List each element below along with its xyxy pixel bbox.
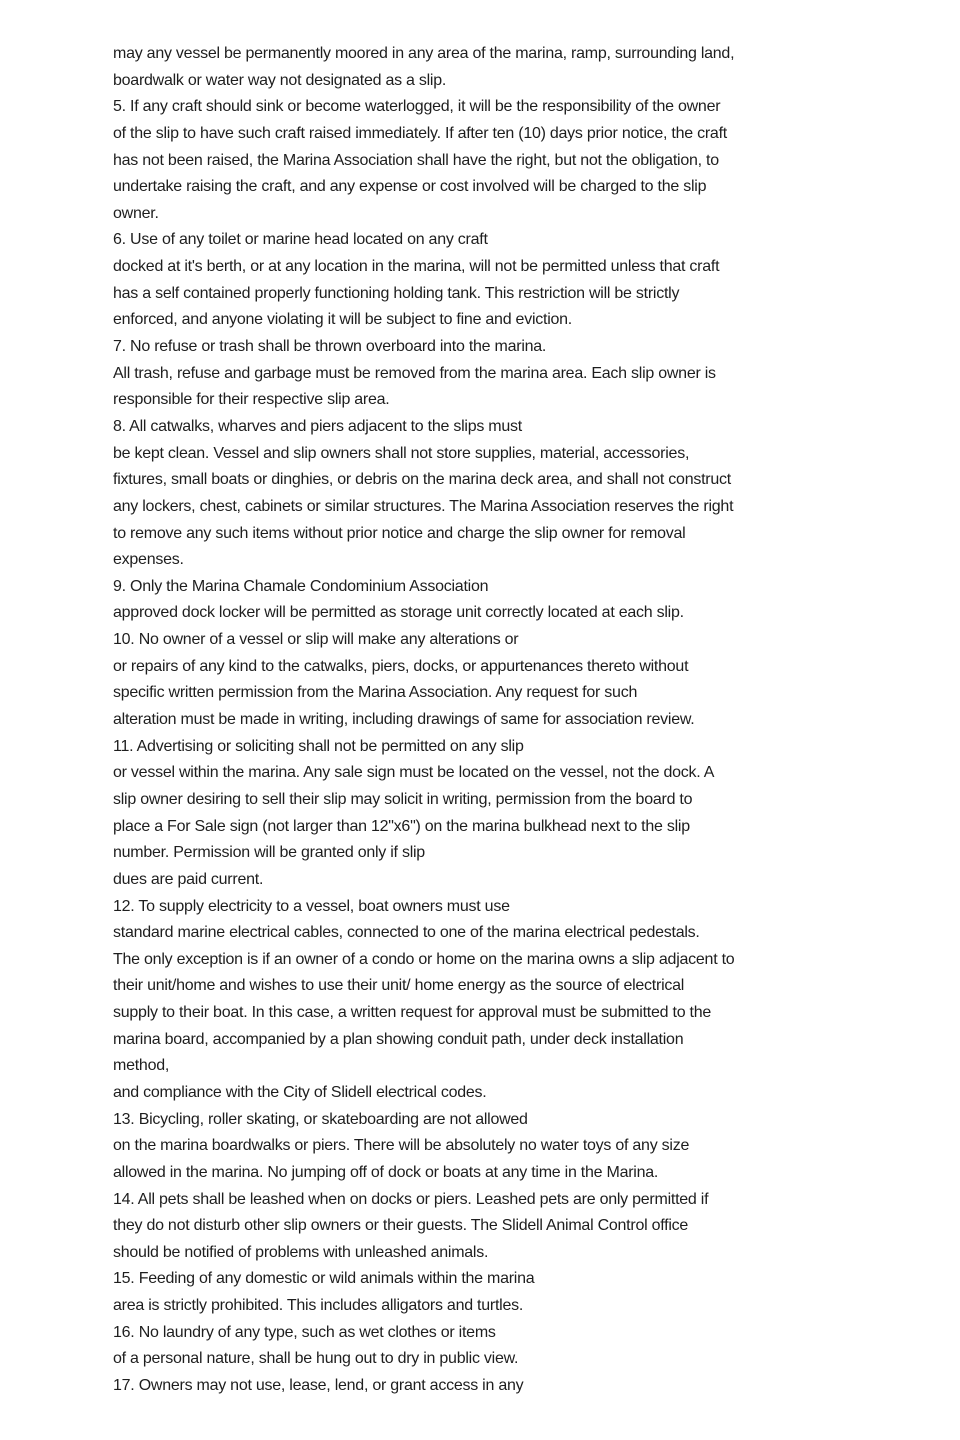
text-line: or repairs of any kind to the catwalks, piers, docks, or appurtenances thereto without	[113, 657, 689, 675]
text-line: enforced, and anyone violating it will be subject to fine and eviction.	[113, 311, 572, 329]
text-line: fixtures, small boats or dinghies, or debris on the marina deck area, and shall not construct	[113, 471, 731, 489]
text-line: marina board, accompanied by a plan showing conduit path, under deck installation	[113, 1030, 684, 1048]
text-line: standard marine electrical cables, connected to one of the marina electrical pedestals.	[113, 924, 700, 942]
text-line: dues are paid current.	[113, 870, 264, 888]
text-line: be kept clean. Vessel and slip owners shall not store supplies, material, accessories,	[113, 444, 690, 462]
text-line: All trash, refuse and garbage must be removed from the marina area. Each slip owner is	[113, 364, 716, 382]
text-line: 13. Bicycling, roller skating, or skateboarding are not allowed	[113, 1110, 528, 1128]
text-line: 16. No laundry of any type, such as wet clothes or items	[113, 1323, 496, 1341]
text-line: approved dock locker will be permitted as storage unit correctly located at each slip.	[113, 604, 684, 622]
text-line: responsible for their respective slip area.	[113, 391, 390, 409]
text-line: 17. Owners may not use, lease, lend, or grant access in any	[113, 1377, 524, 1395]
text-line: method,	[113, 1057, 170, 1075]
text-line: 15. Feeding of any domestic or wild animals within the marina	[113, 1270, 535, 1288]
text-line: 11. Advertising or soliciting shall not be permitted on any slip	[113, 737, 524, 755]
text-line: has not been raised, the Marina Association shall have the right, but not the obligation, to	[113, 151, 719, 169]
text-line: allowed in the marina. No jumping off of dock or boats at any time in the Marina.	[113, 1163, 659, 1181]
text-line: specific written permission from the Marina Association. Any request for such	[113, 684, 638, 702]
text-line: and compliance with the City of Slidell electrical codes.	[113, 1083, 487, 1101]
text-line: of the slip to have such craft raised immediately. If after ten (10) days prior notice, the craft	[113, 124, 727, 142]
text-line: owner.	[113, 204, 159, 222]
text-line: 9. Only the Marina Chamale Condominium Association	[113, 577, 489, 595]
text-line: has a self contained properly functioning holding tank. This restriction will be strictly	[113, 284, 680, 302]
text-line: docked at it's berth, or at any location in the marina, will not be permitted unless that craft	[113, 258, 720, 276]
text-line: they do not disturb other slip owners or their guests. The Slidell Animal Control office	[113, 1217, 689, 1235]
text-line: alteration must be made in writing, including drawings of same for association review.	[113, 711, 695, 729]
text-line: 10. No owner of a vessel or slip will make any alterations or	[113, 631, 519, 649]
text-line: may any vessel be permanently moored in any area of the marina, ramp, surrounding land,	[113, 45, 735, 62]
text-line: undertake raising the craft, and any expense or cost involved will be charged to the slip	[113, 178, 707, 196]
text-line: of a personal nature, shall be hung out to dry in public view.	[113, 1350, 519, 1368]
text-line: boardwalk or water way not designated as a slip.	[113, 71, 447, 89]
text-line: to remove any such items without prior notice and charge the slip owner for removal	[113, 524, 686, 542]
text-line: 12. To supply electricity to a vessel, boat owners must use	[113, 897, 510, 915]
text-line: supply to their boat. In this case, a written request for approval must be submitted to the	[113, 1004, 712, 1022]
text-line: The only exception is if an owner of a condo or home on the marina owns a slip adjacent to	[113, 950, 735, 968]
text-line: 6. Use of any toilet or marine head located on any craft	[113, 231, 488, 249]
text-line: 5. If any craft should sink or become waterlogged, it will be the responsibility of the owner	[113, 98, 721, 116]
text-line: or vessel within the marina. Any sale sign must be located on the vessel, not the dock. A	[113, 764, 715, 782]
document-page	[113, 41, 858, 1426]
text-line: 8. All catwalks, wharves and piers adjacent to the slips must	[113, 417, 522, 435]
text-line: expenses.	[113, 551, 184, 569]
text-line: area is strictly prohibited. This includes alligators and turtles.	[113, 1297, 524, 1315]
text-line: should be notified of problems with unleashed animals.	[113, 1243, 489, 1261]
text-line: their unit/home and wishes to use their unit/ home energy as the source of electrical	[113, 977, 685, 995]
text-line: 14. All pets shall be leashed when on docks or piers. Leashed pets are only permitted if	[113, 1190, 709, 1208]
text-line: on the marina boardwalks or piers. There will be absolutely no water toys of any size	[113, 1137, 690, 1155]
text-line: slip owner desiring to sell their slip may solicit in writing, permission from the board to	[113, 790, 693, 808]
text-line: 7. No refuse or trash shall be thrown overboard into the marina.	[113, 338, 547, 356]
text-line: place a For Sale sign (not larger than 12"x6") on the marina bulkhead next to the slip	[113, 817, 690, 835]
text-line: number. Permission will be granted only if slip	[113, 844, 425, 862]
text-line: any lockers, chest, cabinets or similar structures. The Marina Association reserves the right	[113, 497, 734, 515]
text-line	[113, 1400, 858, 1427]
